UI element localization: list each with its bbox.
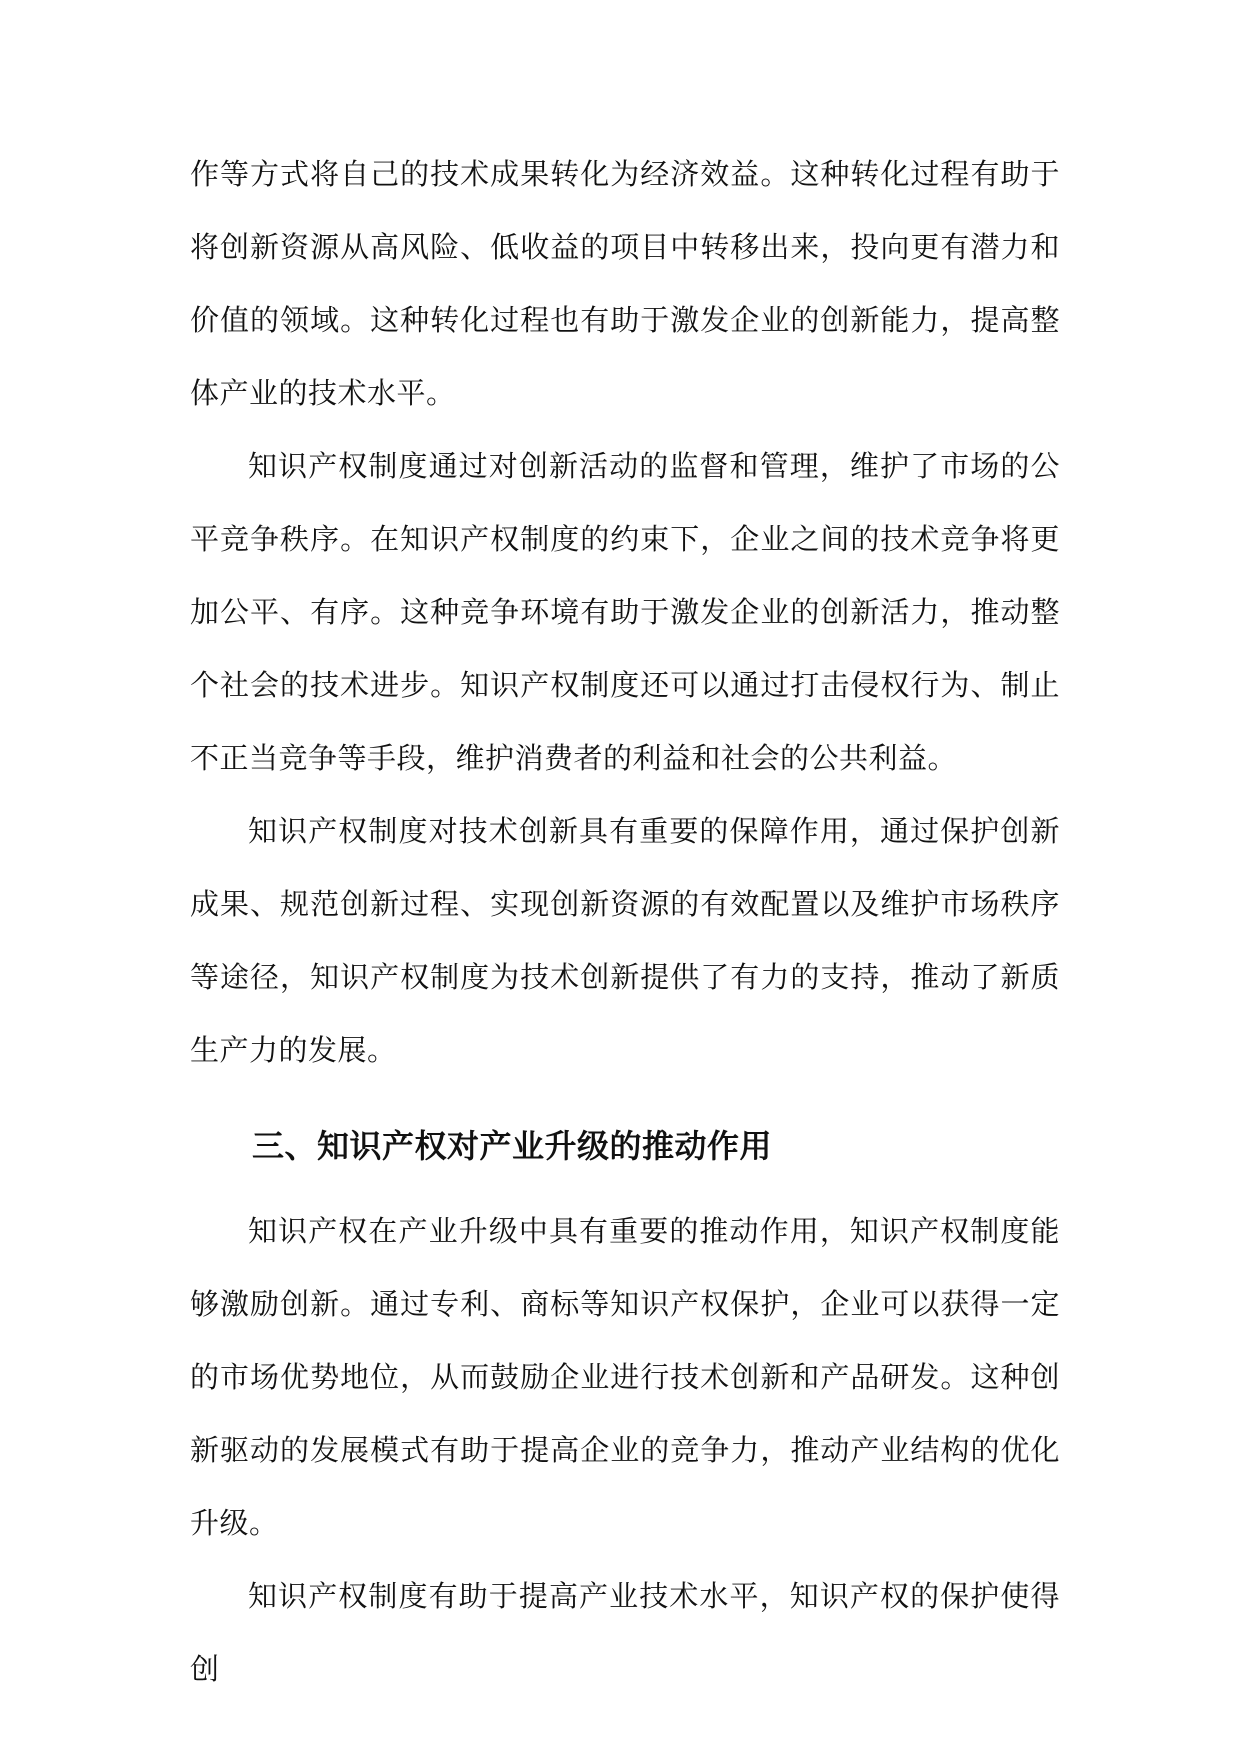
document-body	[190, 138, 1060, 1706]
paragraph: 知识产权制度通过对创新活动的监督和管理，维护了市场的公平竞争秩序。在知识产权制度的约束下，企业之间的技术竞争将更加公平、有序。这种竞争环境有助于激发企业的创新活力，推动整个社会的技术进步。知识产权制度还可以通过打击侵权行为、制止不正当竞争等手段，维护消费者的利益和社会的公共利益。	[190, 449, 1060, 775]
section-heading: 三、知识产权对产业升级的推动作用	[252, 1127, 773, 1165]
paragraph-truncated: 知识产权制度有助于提高产业技术水平，知识产权的保护使得创	[190, 1579, 1060, 1686]
paragraph: 知识产权在产业升级中具有重要的推动作用，知识产权制度能够激励创新。通过专利、商标等知识产权保护，企业可以获得一定的市场优势地位，从而鼓励企业进行技术创新和产品研发。这种创新驱动的发展模式有助于提高企业的竞争力，推动产业结构的优化升级。	[190, 1214, 1060, 1540]
paragraph-continuation: 作等方式将自己的技术成果转化为经济效益。这种转化过程有助于将创新资源从高风险、低收益的项目中转移出来，投向更有潜力和价值的领域。这种转化过程也有助于激发企业的创新能力，提高整体产业的技术水平。	[190, 157, 1060, 410]
paragraph: 知识产权制度对技术创新具有重要的保障作用，通过保护创新成果、规范创新过程、实现创新资源的有效配置以及维护市场秩序等途径，知识产权制度为技术创新提供了有力的支持，推动了新质生产力的发展。	[190, 814, 1060, 1067]
